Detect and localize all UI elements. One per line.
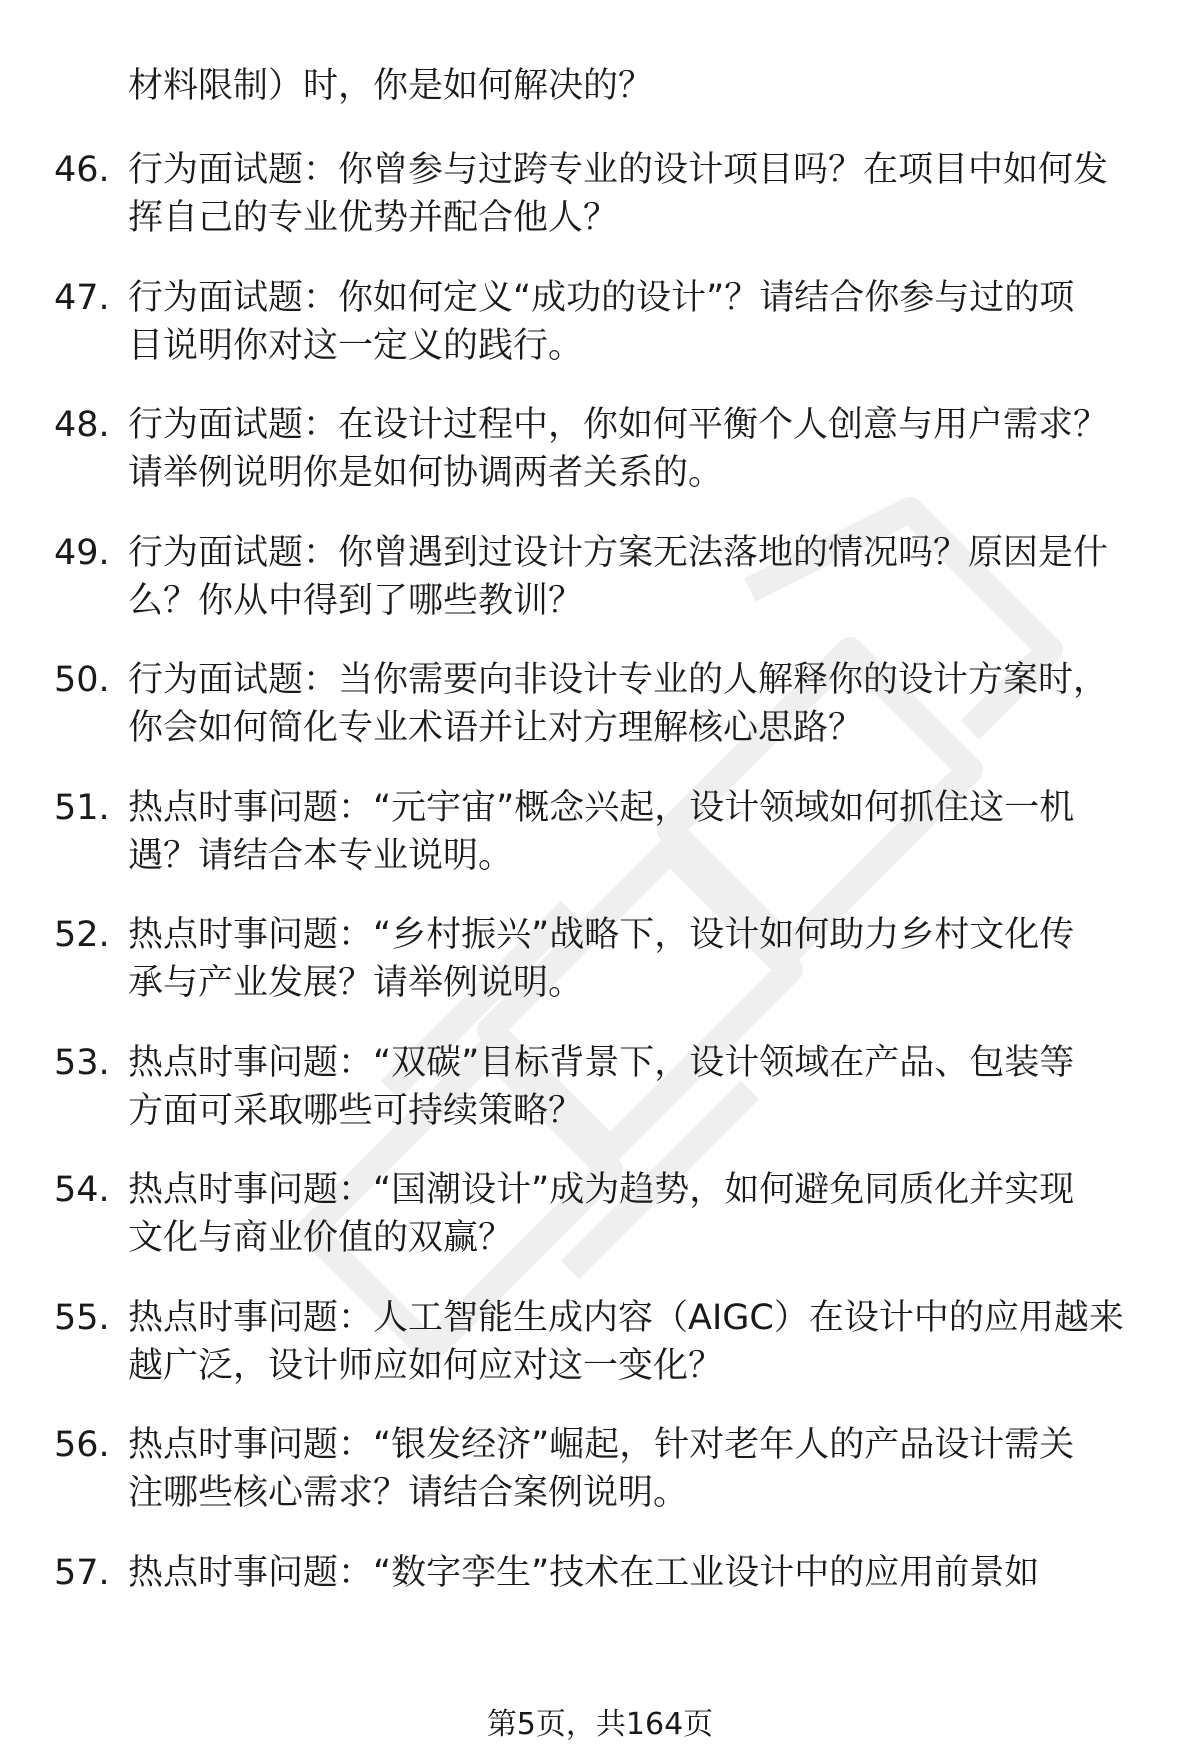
question-text (128, 529, 1158, 625)
question-line: 行为面试题：在设计过程中，你如何平衡个人创意与用户需求？ (128, 405, 1109, 445)
question-line: 行为面试题：你曾参与过跨专业的设计项目吗？在项目中如何发 (128, 150, 1109, 190)
question-text (128, 911, 1158, 1007)
question-number: 49. (54, 532, 110, 573)
question-text (128, 1039, 1158, 1135)
question-number: 46. (54, 150, 110, 190)
question-text (128, 1294, 1158, 1390)
question-text (128, 146, 1158, 242)
question-number: 50. (54, 660, 110, 700)
question-line: 热点时事问题：“双碳”目标背景下，设计领域在产品、包装等 (128, 1042, 1075, 1083)
question-number: 53. (54, 1042, 110, 1083)
question-line: 方面可采取哪些可持续策略？ (128, 1090, 584, 1131)
question-text (128, 1549, 1158, 1597)
question-line: 承与产业发展？请举例说明。 (128, 963, 584, 1003)
question-number: 52. (54, 915, 110, 955)
question-line: 请举例说明你是如何协调两者关系的。 (128, 453, 724, 493)
question-number: 51. (54, 787, 110, 828)
question-line: 挥自己的专业优势并配合他人？ (128, 198, 619, 238)
question-line: 遇？请结合本专业说明。 (128, 835, 514, 876)
question-line: 行为面试题：你如何定义“成功的设计”？请结合你参与过的项 (128, 277, 1075, 318)
question-line: 行为面试题：当你需要向非设计专业的人解释你的设计方案时， (128, 660, 1109, 700)
question-text (128, 1166, 1158, 1262)
question-line: 文化与商业价值的双赢？ (128, 1218, 514, 1258)
question-line: 注哪些核心需求？请结合案例说明。 (128, 1473, 689, 1513)
question-number: 57. (54, 1552, 110, 1593)
page-footer: 第5页，共164页 (486, 1707, 714, 1742)
question-number: 48. (54, 405, 110, 445)
question-line: 你会如何简化专业术语并让对方理解核心思路？ (128, 708, 864, 748)
question-number: 56. (54, 1425, 110, 1465)
question-line: 越广泛，设计师应如何应对这一变化？ (128, 1345, 724, 1386)
continued-question-text: 材料限制）时，你是如何解决的？ (128, 66, 654, 106)
question-number: 55. (54, 1297, 110, 1338)
question-text (128, 656, 1158, 752)
question-line: 热点时事问题：“数字孪生”技术在工业设计中的应用前景如 (128, 1552, 1040, 1593)
question-line: 热点时事问题：“乡村振兴”战略下，设计如何助力乡村文化传 (128, 915, 1075, 955)
question-line: 热点时事问题：“国潮设计”成为趋势，如何避免同质化并实现 (128, 1170, 1075, 1210)
question-line: 目说明你对这一定义的践行。 (128, 325, 584, 366)
question-line: 热点时事问题：“银发经济”崛起，针对老年人的产品设计需关 (128, 1425, 1075, 1465)
question-number: 47. (54, 277, 110, 318)
question-line: 行为面试题：你曾遇到过设计方案无法落地的情况吗？原因是什 (128, 532, 1109, 573)
question-line: 么？你从中得到了哪些教训？ (128, 580, 584, 621)
question-text (128, 1421, 1158, 1517)
question-line: 热点时事问题：人工智能生成内容（AIGC）在设计中的应用越来 (128, 1297, 1124, 1338)
question-number: 54. (54, 1170, 110, 1210)
question-text (128, 784, 1158, 880)
question-line: 热点时事问题：“元宇宙”概念兴起，设计领域如何抓住这一机 (128, 787, 1075, 828)
question-text (128, 274, 1158, 370)
question-text (128, 401, 1158, 497)
